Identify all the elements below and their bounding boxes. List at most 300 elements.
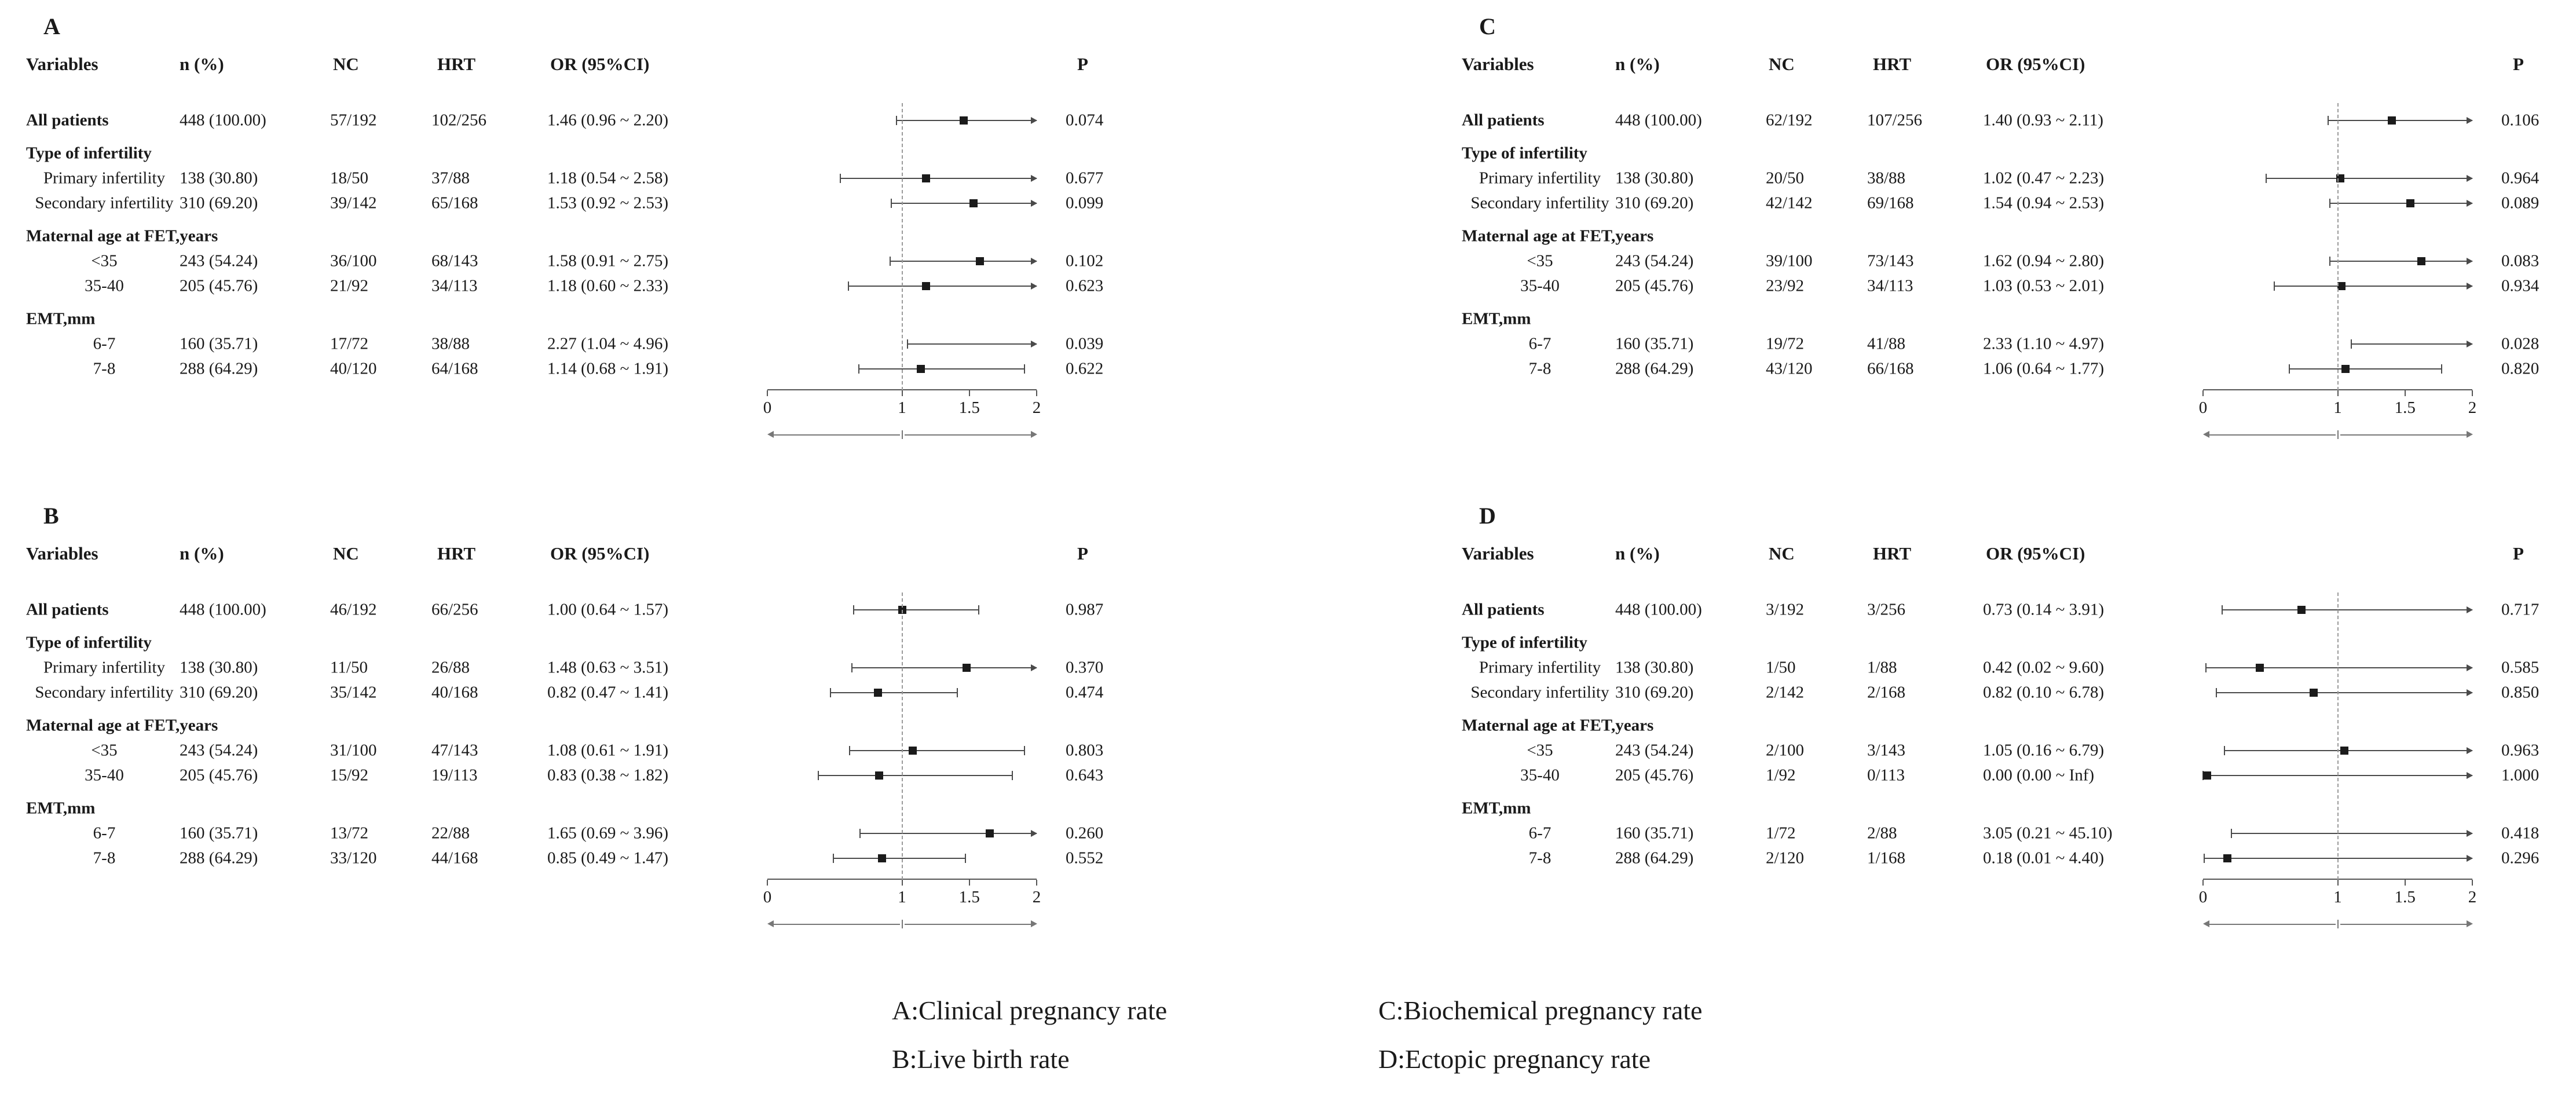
arrow-right-icon (1031, 830, 1037, 837)
arrow-right-icon (1031, 920, 1037, 927)
p-value: 0.039 (1066, 334, 1104, 353)
axis-tick (2472, 880, 2473, 886)
hrt-value: 102/256 (431, 111, 487, 129)
hrt-value: 37/88 (431, 169, 470, 187)
nc-value: 1/72 (1766, 824, 1796, 842)
ci-cap-left (2224, 746, 2225, 755)
nc-value: 46/192 (330, 600, 377, 619)
or-marker (2297, 606, 2306, 614)
forest-panel-b (0, 489, 1288, 979)
axis-arrow-line-right (2340, 924, 2467, 925)
variable-label: 6-7 (93, 824, 116, 842)
axis-tick (767, 880, 768, 886)
variable-label: Secondary infertility (35, 193, 174, 212)
ci-line (860, 833, 1037, 834)
forest-row (1462, 248, 2576, 273)
variable-label: 6-7 (93, 334, 116, 353)
axis-arrow-line-left (773, 924, 900, 925)
axis-tick-label: 1.5 (2394, 398, 2416, 417)
hrt-value: 38/88 (1867, 169, 1906, 187)
variable-label: Primary infertility (1479, 169, 1601, 187)
axis-tick (2405, 880, 2406, 886)
n-pct-value: 160 (35.71) (180, 824, 258, 842)
arrow-right-icon (2467, 747, 2473, 754)
ci-cap-left (853, 605, 854, 614)
ci-cap-right (957, 688, 958, 697)
column-header-hrt: HRT (437, 54, 476, 74)
p-value: 0.622 (1066, 359, 1104, 378)
hrt-value: 2/168 (1867, 683, 1906, 701)
forest-row (1462, 166, 2576, 191)
nc-value: 39/142 (330, 193, 377, 212)
ci-cap-left (859, 829, 861, 838)
ci-line (2206, 667, 2472, 668)
axis-arrow-line-left (2209, 434, 2336, 436)
or-ci-value: 1.54 (0.94 ~ 2.53) (1983, 193, 2105, 212)
arrow-right-icon (1031, 258, 1037, 265)
variable-label: All patients (1462, 600, 1545, 619)
ci-line (818, 775, 1012, 776)
nc-value: 19/72 (1766, 334, 1805, 353)
n-pct-value: 448 (100.00) (180, 600, 266, 619)
hrt-value: 107/256 (1867, 111, 1923, 129)
panel-table (26, 540, 1288, 870)
n-pct-value: 288 (64.29) (180, 848, 258, 867)
arrow-right-icon (2467, 283, 2473, 290)
or-marker (922, 282, 930, 290)
panel-label: A (43, 13, 60, 39)
forest-row (1462, 273, 2576, 298)
forest-row (1462, 597, 2576, 622)
ci-cap-left (818, 771, 819, 780)
ci-line (2231, 833, 2472, 834)
column-header-row (26, 540, 1288, 567)
ci-line (2289, 368, 2442, 370)
n-pct-value: 310 (69.20) (180, 683, 258, 701)
arrow-right-icon (2467, 117, 2473, 124)
arrow-left-icon (767, 920, 774, 927)
arrow-right-icon (2467, 920, 2473, 927)
n-pct-value: 310 (69.20) (1615, 683, 1694, 701)
hrt-value: 47/143 (431, 741, 478, 759)
variable-label: 35-40 (1520, 276, 1560, 295)
nc-value: 20/50 (1766, 169, 1805, 187)
forest-row (26, 763, 1288, 788)
p-value: 0.623 (1066, 276, 1104, 295)
forest-row (26, 331, 1288, 356)
group-header-label: Type of infertility (1462, 144, 1587, 162)
column-header-p: P (1077, 543, 1088, 564)
arrow-left-icon (767, 431, 774, 438)
group-header-label: Type of infertility (1462, 633, 1587, 652)
group-header-row (26, 630, 1288, 655)
variable-label: Secondary infertility (1470, 193, 1609, 212)
or-marker (922, 174, 930, 182)
forest-row (1462, 356, 2576, 381)
nc-value: 1/50 (1766, 658, 1796, 676)
group-header-label: Maternal age at FET,years (26, 226, 218, 245)
variable-label: 7-8 (93, 359, 116, 378)
ci-cap-left (2266, 174, 2267, 183)
forest-row (1462, 680, 2576, 705)
panel-label: C (1479, 13, 1496, 39)
variable-label: Secondary infertility (35, 683, 174, 701)
variable-label: All patients (26, 111, 109, 129)
axis-tick (1036, 390, 1037, 396)
arrow-right-icon (1031, 117, 1037, 124)
axis-block (763, 389, 1041, 454)
reference-line (2337, 592, 2339, 880)
nc-value: 2/142 (1766, 683, 1805, 701)
ci-cap-left (848, 281, 849, 291)
or-ci-value: 1.08 (0.61 ~ 1.91) (547, 741, 669, 759)
hrt-value: 44/168 (431, 848, 478, 867)
or-marker (2341, 365, 2350, 373)
n-pct-value: 310 (69.20) (1615, 193, 1694, 212)
group-header-label: EMT,mm (1462, 309, 1531, 328)
n-pct-value: 310 (69.20) (180, 193, 258, 212)
p-value: 0.260 (1066, 824, 1104, 842)
column-header-row (1462, 51, 2576, 78)
or-marker (2406, 199, 2414, 207)
forest-row (1462, 821, 2576, 846)
axis-tick (2202, 880, 2204, 886)
n-pct-value: 243 (54.24) (1615, 741, 1694, 759)
p-value: 0.106 (2501, 111, 2540, 129)
hrt-value: 3/143 (1867, 741, 1906, 759)
column-header-or-ci: OR (95%CI) (550, 543, 650, 564)
or-marker (960, 116, 968, 125)
column-header-or-ci: OR (95%CI) (1986, 54, 2085, 74)
axis-tick-label: 1 (898, 398, 906, 417)
p-value: 1.000 (2501, 766, 2540, 784)
axis-tick (902, 880, 903, 886)
or-ci-value: 0.85 (0.49 ~ 1.47) (547, 848, 669, 867)
axis-arrow-line-left (2209, 924, 2336, 925)
or-marker (986, 829, 994, 837)
nc-value: 40/120 (330, 359, 377, 378)
n-pct-value: 448 (100.00) (180, 111, 266, 129)
n-pct-value: 138 (30.80) (1615, 658, 1694, 676)
column-header-variables: Variables (26, 54, 98, 74)
forest-row (1462, 655, 2576, 680)
caption-column-left (892, 995, 1378, 1092)
reference-line (902, 103, 903, 390)
or-ci-value: 1.40 (0.93 ~ 2.11) (1983, 111, 2103, 129)
column-header-row (26, 51, 1288, 78)
column-header-variables: Variables (1462, 54, 1534, 74)
axis-tick-label: 0 (763, 888, 772, 906)
ci-line (2330, 203, 2472, 204)
p-value: 0.585 (2501, 658, 2540, 676)
n-pct-value: 288 (64.29) (1615, 848, 1694, 867)
nc-value: 2/100 (1766, 741, 1805, 759)
ci-cap-left (2216, 688, 2217, 697)
hrt-value: 66/168 (1867, 359, 1914, 378)
axis-tick-label: 1.5 (2394, 888, 2416, 906)
forest-row (26, 597, 1288, 622)
or-ci-value: 1.48 (0.63 ~ 3.51) (547, 658, 669, 676)
forest-row (1462, 738, 2576, 763)
variable-label: 7-8 (93, 848, 116, 867)
group-header-label: Maternal age at FET,years (1462, 716, 1654, 734)
forest-row (1462, 331, 2576, 356)
arrow-right-icon (1031, 431, 1037, 438)
n-pct-value: 288 (64.29) (1615, 359, 1694, 378)
group-header-row (26, 141, 1288, 166)
forest-row (26, 191, 1288, 215)
p-value: 0.717 (2501, 600, 2540, 619)
hrt-value: 2/88 (1867, 824, 1897, 842)
nc-value: 42/142 (1766, 193, 1813, 212)
axis-tick-label: 0 (2198, 888, 2208, 906)
p-value: 0.850 (2501, 683, 2540, 701)
ci-cap-left (907, 339, 908, 349)
ci-line (854, 609, 979, 610)
ci-cap-left (2222, 605, 2223, 614)
p-value: 0.099 (1066, 193, 1104, 212)
or-ci-value: 3.05 (0.21 ~ 45.10) (1983, 824, 2113, 842)
axis-tick-label: 1 (2333, 398, 2342, 417)
or-marker (2388, 116, 2396, 125)
nc-value: 21/92 (330, 276, 369, 295)
axis-tick (969, 390, 970, 396)
forest-row (26, 680, 1288, 705)
or-ci-value: 0.83 (0.38 ~ 1.82) (547, 766, 669, 784)
variable-label: 35-40 (1520, 766, 1560, 784)
p-value: 0.418 (2501, 824, 2540, 842)
arrow-right-icon (2467, 830, 2473, 837)
ci-line (2351, 343, 2472, 345)
nc-value: 43/120 (1766, 359, 1813, 378)
or-ci-value: 1.65 (0.69 ~ 3.96) (547, 824, 669, 842)
or-ci-value: 1.14 (0.68 ~ 1.91) (547, 359, 669, 378)
axis-tick-label: 1 (898, 888, 906, 906)
ci-line (840, 178, 1037, 179)
ci-cap-right (1024, 746, 1025, 755)
or-marker (878, 854, 886, 862)
ci-cap-right (978, 605, 979, 614)
arrow-right-icon (2467, 772, 2473, 779)
forest-row (26, 273, 1288, 298)
axis-tick-label: 2 (1032, 398, 1041, 417)
nc-value: 36/100 (330, 251, 377, 270)
ci-line (890, 261, 1037, 262)
axis-tick-label: 1.5 (958, 398, 980, 417)
axis-tick-label: 2 (2468, 398, 2477, 417)
variable-label: <35 (91, 741, 118, 759)
or-marker (2256, 664, 2264, 672)
n-pct-value: 160 (35.71) (1615, 824, 1694, 842)
p-value: 0.102 (1066, 251, 1104, 270)
or-ci-value: 1.05 (0.16 ~ 6.79) (1983, 741, 2105, 759)
forest-row (26, 108, 1288, 133)
axis-arrow-line-right (2340, 434, 2467, 436)
axis-center-tick (2337, 920, 2339, 928)
variable-label: Secondary infertility (1470, 683, 1609, 701)
ci-cap-left (830, 688, 831, 697)
ci-cap-left (2274, 281, 2275, 291)
axis-arrow-line-right (905, 434, 1031, 436)
ci-cap-right (2441, 364, 2442, 374)
ci-line (830, 692, 957, 693)
forest-row (1462, 108, 2576, 133)
group-header-row (26, 306, 1288, 331)
hrt-value: 66/256 (431, 600, 478, 619)
or-ci-value: 1.00 (0.64 ~ 1.57) (547, 600, 669, 619)
group-header-row (26, 224, 1288, 248)
group-header-row (1462, 141, 2576, 166)
ci-cap-left (2351, 339, 2352, 349)
nc-value: 57/192 (330, 111, 377, 129)
column-header-nc: NC (333, 54, 359, 74)
or-ci-value: 2.27 (1.04 ~ 4.96) (547, 334, 669, 353)
or-ci-value: 1.02 (0.47 ~ 2.23) (1983, 169, 2105, 187)
forest-row (26, 166, 1288, 191)
group-header-row (1462, 713, 2576, 738)
axis-center-tick (902, 430, 903, 439)
axis-tick-label: 0 (2198, 398, 2208, 417)
hrt-value: 65/168 (431, 193, 478, 212)
hrt-value: 41/88 (1867, 334, 1906, 353)
column-header-nc: NC (1769, 543, 1795, 564)
or-marker (969, 199, 978, 207)
or-ci-value: 0.82 (0.47 ~ 1.41) (547, 683, 669, 701)
axis-tick-label: 2 (1032, 888, 1041, 906)
caption-c: C:Biochemical pregnancy rate (1378, 996, 1703, 1025)
caption-block (892, 995, 2576, 1092)
column-header-hrt: HRT (1873, 54, 1912, 74)
or-ci-value: 1.58 (0.91 ~ 2.75) (547, 251, 669, 270)
or-ci-value: 1.06 (0.64 ~ 1.77) (1983, 359, 2105, 378)
caption-column-right (1378, 995, 1865, 1092)
axis-tick (2337, 880, 2339, 886)
arrow-right-icon (2467, 606, 2473, 613)
axis-tick (1036, 880, 1037, 886)
group-header-label: EMT,mm (1462, 799, 1531, 817)
nc-value: 18/50 (330, 169, 369, 187)
or-marker (2310, 689, 2318, 697)
panel-table (26, 51, 1288, 381)
ci-line (850, 750, 1024, 751)
ci-line (859, 368, 1024, 370)
variable-label: 35-40 (85, 766, 124, 784)
forest-panel-d (1288, 489, 2576, 979)
p-value: 0.643 (1066, 766, 1104, 784)
or-marker (875, 771, 883, 780)
ci-cap-left (890, 257, 891, 266)
or-marker (2203, 771, 2211, 780)
nc-value: 15/92 (330, 766, 369, 784)
n-pct-value: 448 (100.00) (1615, 111, 1702, 129)
group-header-label: EMT,mm (26, 309, 96, 328)
ci-cap-left (2328, 116, 2329, 125)
arrow-right-icon (1031, 664, 1037, 671)
hrt-value: 34/113 (431, 276, 478, 295)
variable-label: 6-7 (1528, 334, 1552, 353)
arrow-right-icon (1031, 175, 1037, 182)
ci-line (2216, 692, 2472, 693)
n-pct-value: 448 (100.00) (1615, 600, 1702, 619)
column-header-n-pct: n (%) (1615, 54, 1660, 74)
n-pct-value: 160 (35.71) (180, 334, 258, 353)
ci-cap-left (2289, 364, 2290, 374)
group-header-label: EMT,mm (26, 799, 96, 817)
hrt-value: 26/88 (431, 658, 470, 676)
variable-label: All patients (1462, 111, 1545, 129)
axis-arrow-line-right (905, 924, 1031, 925)
ci-cap-left (896, 116, 897, 125)
nc-value: 35/142 (330, 683, 377, 701)
hrt-value: 1/88 (1867, 658, 1897, 676)
n-pct-value: 205 (45.76) (1615, 766, 1694, 784)
n-pct-value: 243 (54.24) (180, 741, 258, 759)
panel-table (1462, 540, 2576, 870)
ci-cap-left (851, 663, 852, 672)
p-value: 0.552 (1066, 848, 1104, 867)
p-value: 0.934 (2501, 276, 2540, 295)
variable-label: <35 (1527, 251, 1553, 270)
column-header-variables: Variables (26, 543, 98, 564)
p-value: 0.296 (2501, 848, 2540, 867)
axis-tick (969, 880, 970, 886)
n-pct-value: 243 (54.24) (180, 251, 258, 270)
ci-line (2274, 286, 2472, 287)
nc-value: 3/192 (1766, 600, 1805, 619)
arrow-right-icon (2467, 175, 2473, 182)
or-marker (2223, 854, 2231, 862)
axis-tick-label: 1.5 (958, 888, 980, 906)
forest-panel-c (1288, 0, 2576, 489)
axis-tick (2405, 390, 2406, 396)
p-value: 0.803 (1066, 741, 1104, 759)
axis-arrow-line-left (773, 434, 900, 436)
or-ci-value: 0.18 (0.01 ~ 4.40) (1983, 848, 2105, 867)
ci-line (891, 203, 1037, 204)
group-header-row (1462, 796, 2576, 821)
reference-line (902, 592, 903, 880)
group-header-label: Type of infertility (26, 633, 152, 652)
nc-value: 11/50 (330, 658, 368, 676)
group-header-label: Maternal age at FET,years (1462, 226, 1654, 245)
ci-line (2222, 609, 2472, 610)
or-ci-value: 1.62 (0.94 ~ 2.80) (1983, 251, 2105, 270)
ci-line (833, 858, 965, 859)
nc-value: 17/72 (330, 334, 369, 353)
n-pct-value: 288 (64.29) (180, 359, 258, 378)
or-ci-value: 2.33 (1.10 ~ 4.97) (1983, 334, 2105, 353)
forest-row (26, 846, 1288, 870)
axis-tick (902, 390, 903, 396)
or-marker (976, 257, 984, 265)
or-marker (2337, 282, 2346, 290)
hrt-value: 38/88 (431, 334, 470, 353)
arrow-left-icon (2203, 920, 2209, 927)
n-pct-value: 160 (35.71) (1615, 334, 1694, 353)
arrow-right-icon (2467, 689, 2473, 696)
or-ci-value: 1.18 (0.54 ~ 2.58) (547, 169, 669, 187)
ci-cap-left (2205, 663, 2207, 672)
group-header-row (1462, 630, 2576, 655)
or-ci-value: 0.82 (0.10 ~ 6.78) (1983, 683, 2105, 701)
nc-value: 33/120 (330, 848, 377, 867)
ci-line (2328, 120, 2472, 121)
or-marker (963, 664, 971, 672)
or-ci-value: 0.73 (0.14 ~ 3.91) (1983, 600, 2105, 619)
p-value: 0.963 (2501, 741, 2540, 759)
hrt-value: 34/113 (1867, 276, 1913, 295)
column-header-p: P (2513, 543, 2524, 564)
